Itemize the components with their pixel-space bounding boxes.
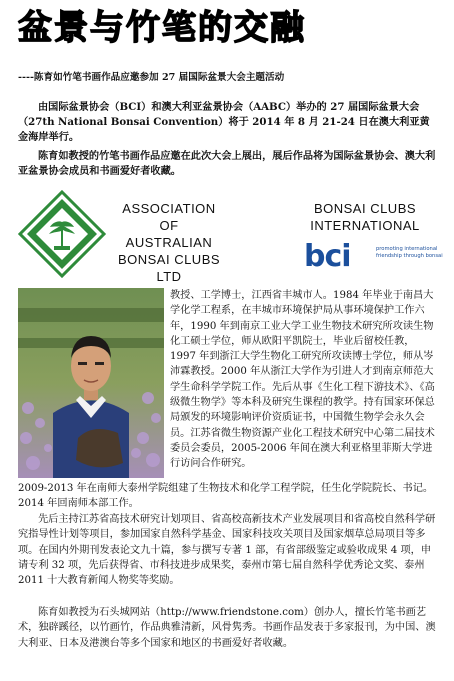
aabc-line: BONSAI CLUBS [117, 252, 221, 267]
aabc-line: LTD [156, 269, 182, 284]
aabc-logo-icon [18, 190, 106, 278]
bci-line: BONSAI CLUBS [313, 201, 417, 216]
aabc-line: OF AUSTRALIAN [125, 218, 213, 250]
body-paragraph-2: 先后主持江苏省高技术研究计划项目、省高校高新技术产业发展项目和省高校自然科学研究指导性计划等项目，参加国家自然科学基金、国家科技攻关项目及国家烟草总局项目等多项。在国内外期刊发表论文九十篇，参与撰写专著 1 部，有省部级鉴定或验收成果 4 项，申请专利 32 项，先后获得省、市科技进步成果奖，泰州市第七届自然科学优秀论文奖、泰州 2011 十大教育新闻人物奖等奖励。 [18, 514, 436, 587]
page-title: 盆景与竹笔的交融 [18, 8, 306, 48]
bci-logo [304, 240, 444, 280]
portrait-photo [18, 288, 164, 478]
intro-paragraph-1: 由国际盆景协会（BCI）和澳大利亚盆景协会（AABC）举办的 27 届国际盆景大会（27th National Bonsai Convention）将于 2014 年 8 月 21-24 日在澳大利亚黄金海岸举行。 [18, 101, 430, 143]
bci-wordmark: bci [304, 239, 351, 274]
intro-paragraph-2: 陈育如教授的竹笔书画作品应邀在此次大会上展出，展后作品将为国际盆景协会、澳大利亚盆景协会成员和书画爱好者收藏。 [18, 150, 436, 177]
subtitle: ----陈育如竹笔书画作品应邀参加 27 届国际盆景大会主题活动 [18, 72, 285, 83]
bci-line: INTERNATIONAL [310, 218, 420, 233]
body-paragraph-3: 陈育如教授为石头城网站（http://www.friendstone.com）创办人，擅长竹笔书画艺术，独辟蹊径，以竹画竹，作品典雅清新，风骨隽秀。书画作品发表于多家报刊，为中国、澳大利亚、日本及港澳台等多个国家和地区的书画爱好者收藏。 [18, 607, 436, 649]
aabc-name [115, 200, 223, 285]
bci-name [290, 200, 440, 234]
bio-paragraph: 教授、工学博士，江西省丰城市人。1984 年毕业于南昌大学化学工程系，在丰城市环境保护局从事环境保护工作六年，1990 年到南京工业大学工业生物技术研究所攻读生物化工硕士学位，师从欧阳平凯院士，毕业后留校任教，1997 年到浙江大学生物化工研究所攻读博士学位，师从岑沛霖教授。2000 年从浙江大学作为引进人才到南京师范大学生命科学学院工作。先后从事《生化工程下游技术》、《高级微生物学》等本科及研究生课程的教学。持有国家环保总局颁发的环境影响评价资质证书，中国微生物学会永久会员。江苏省微生物资源产业化工程技术研究中心第二届技术委员会委员，2005-2006 年间在澳大利亚格里菲斯大学进行访问合作研究。 [170, 290, 435, 470]
aabc-line: ASSOCIATION [122, 201, 216, 216]
bci-tagline: promoting international friendship through bonsai [376, 246, 443, 259]
body-paragraph-1: 2009-2013 年在南师大泰州学院组建了生物技术和化学工程学院，任生化学院院长、书记。2014 年回南师本部工作。 [18, 483, 434, 510]
